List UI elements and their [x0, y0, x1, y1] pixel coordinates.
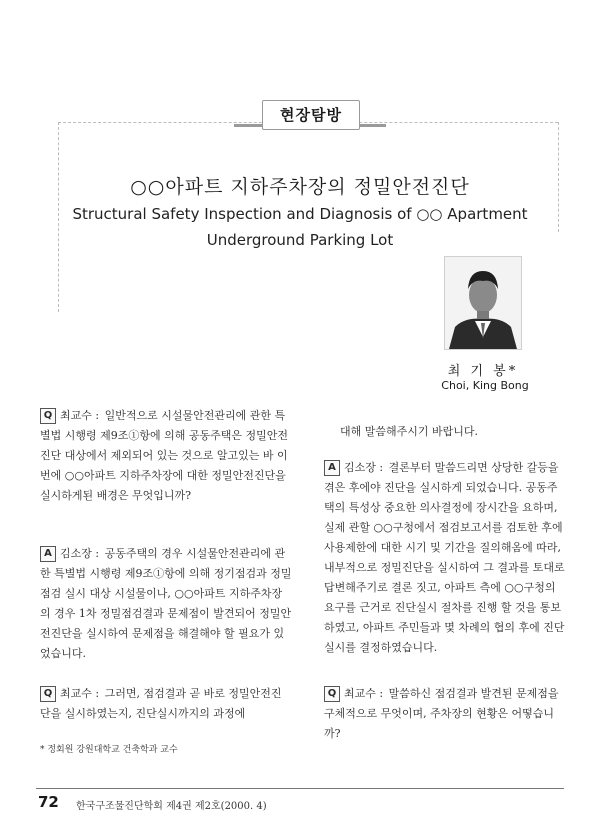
author-name-korean: 최 기 봉* [447, 364, 519, 379]
author-portrait [444, 256, 522, 350]
question-2 [40, 684, 292, 724]
title-frame-left [58, 122, 59, 312]
answer-text: 공동주택의 경우 시설물안전관리에 관한 특별법 시행령 제9조①항에 의해 정기점검과 정밀점검 실시 대상 시설물이나, ○○아파트 지하주차장의 경우 1차 정밀점검결과 문제점이 발견되어 정밀안전진단을 실시하여 문제점을 해결해야 할 필요가 있었습니다. [40, 547, 292, 660]
author-footnote: * 정회원 강원대학교 건축학과 교수 [40, 745, 178, 755]
answer-text: 결론부터 말씀드리면 상당한 갈등을 겪은 후에야 진단을 실시하게 되었습니다. 공동주택의 특성상 중요한 의사결정에 장시간을 요하며, 실제 관할 ○○구청에서 점검보고서를 검토한 후에 사용제한에 대한 시기 및 기간을 질의해옴에 따라, 내부적으로 정밀진단을 실시하여 그 결과를 토대로 답변해주기로 결론 짓고, 아파트 측에 ○○구청의 요구를 근거로 진단실시 절차를 진행 할 것을 통보하였고, 아파트 주민들과 몇 차례의 협의 후에 진단실시를 결정하였습니다. [324, 461, 565, 654]
speaker-label: 최교수 : [344, 687, 384, 700]
speaker-label: 최교수 : [60, 409, 100, 422]
answer-2 [324, 458, 568, 658]
question-text: 그러면, 점검결과 곧 바로 정밀안전진단을 실시하였는지, 진단실시까지의 과정에 [40, 687, 282, 720]
footer-rule [36, 788, 564, 789]
page-number: 72 [38, 793, 59, 811]
author-name-english: Choi, King Bong [441, 379, 529, 392]
tag-rule-left [234, 124, 262, 127]
question-1 [40, 406, 292, 506]
section-tag: 현장탐방 [262, 100, 360, 130]
question-2-continued: 대해 말씀해주시기 바랍니다. [340, 425, 479, 438]
answer-mark-icon: A [40, 546, 56, 562]
title-english [60, 201, 540, 253]
question-mark-icon: Q [40, 686, 56, 702]
speaker-label: 김소장 : [60, 547, 100, 560]
answer-1 [40, 544, 292, 664]
journal-citation: 한국구조물진단학회 제4권 제2호(2000. 4) [76, 801, 267, 812]
tag-rule-right [358, 124, 386, 127]
title-korean: ○○아파트 지하주차장의 정밀안전진단 [130, 176, 470, 198]
question-mark-icon: Q [40, 408, 56, 424]
question-text: 일반적으로 시설물안전관리에 관한 특별법 시행령 제9조①항에 의해 공동주택은 정밀안전진단 대상에서 제외되어 있는 것으로 알고있는 바 이번에 ○○아파트 지하주차장에 대한 정밀안전진단을 실시하게된 배경은 무엇입니까? [40, 409, 288, 502]
title-english-line-1: Structural Safety Inspection and Diagnosis of ○○ Apartment [72, 205, 528, 223]
question-text: 말씀하신 점검결과 발견된 문제점을 구체적으로 무엇이며, 주차장의 현황은 어떻습니까? [324, 687, 559, 740]
author-portrait-icon [445, 257, 521, 349]
speaker-label: 최교수 : [60, 687, 100, 700]
speaker-label: 김소장 : [344, 461, 384, 474]
question-3 [324, 684, 568, 744]
question-mark-icon: Q [324, 686, 340, 702]
title-english-line-2: Underground Parking Lot [206, 231, 394, 249]
answer-mark-icon: A [324, 460, 340, 476]
